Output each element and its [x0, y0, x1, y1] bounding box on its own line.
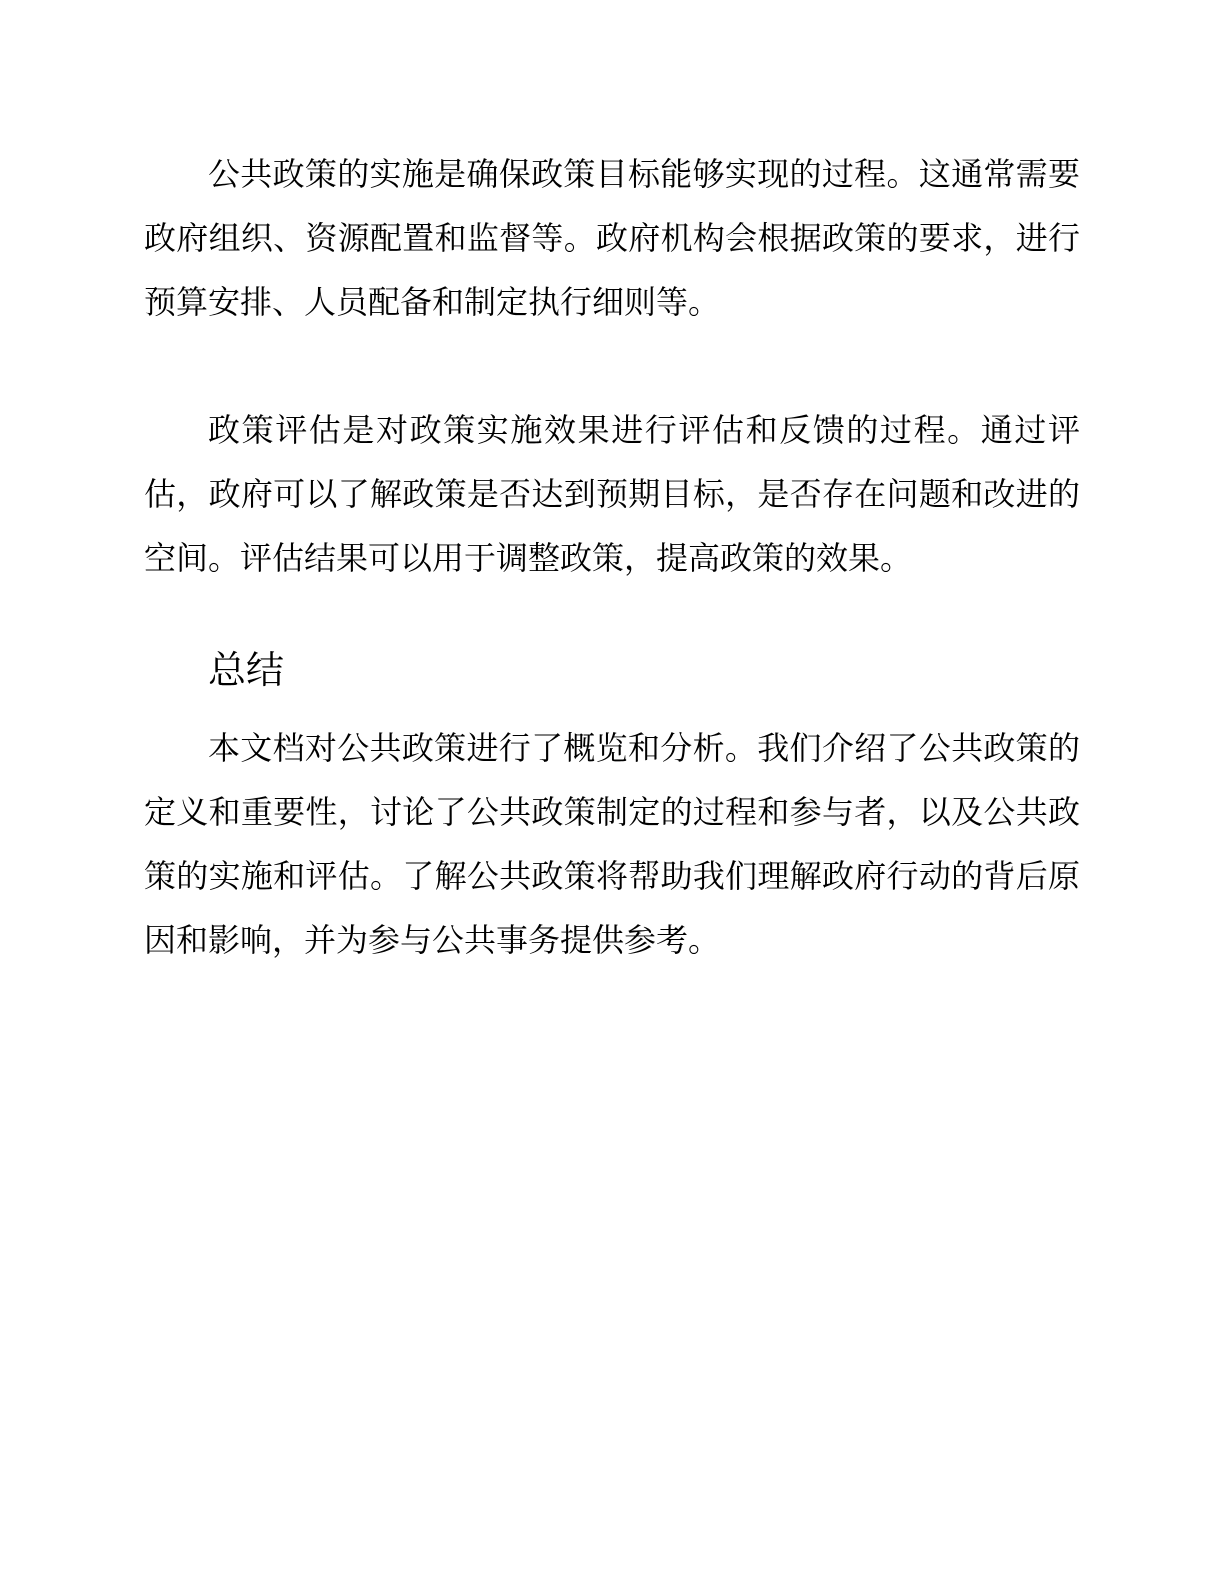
paragraph-conclusion: 本文档对公共政策进行了概览和分析。我们介绍了公共政策的定义和重要性，讨论了公共政策制定的过程和参与者，以及公共政策的实施和评估。了解公共政策将帮助我们理解政府行动的背后原因和影响，并为参与公共事务提供参考。 [144, 730, 1080, 958]
paragraph-policy-evaluation: 政策评估是对政策实施效果进行评估和反馈的过程。通过评估，政府可以了解政策是否达到预期目标，是否存在问题和改进的空间。评估结果可以用于调整政策，提高政策的效果。 [144, 412, 1080, 576]
document-content [144, 142, 1080, 972]
paragraph-policy-implementation: 公共政策的实施是确保政策目标能够实现的过程。这通常需要政府组织、资源配置和监督等。政府机构会根据政策的要求，进行预算安排、人员配备和制定执行细则等。 [144, 156, 1080, 320]
heading-summary: 总结 [208, 650, 285, 692]
